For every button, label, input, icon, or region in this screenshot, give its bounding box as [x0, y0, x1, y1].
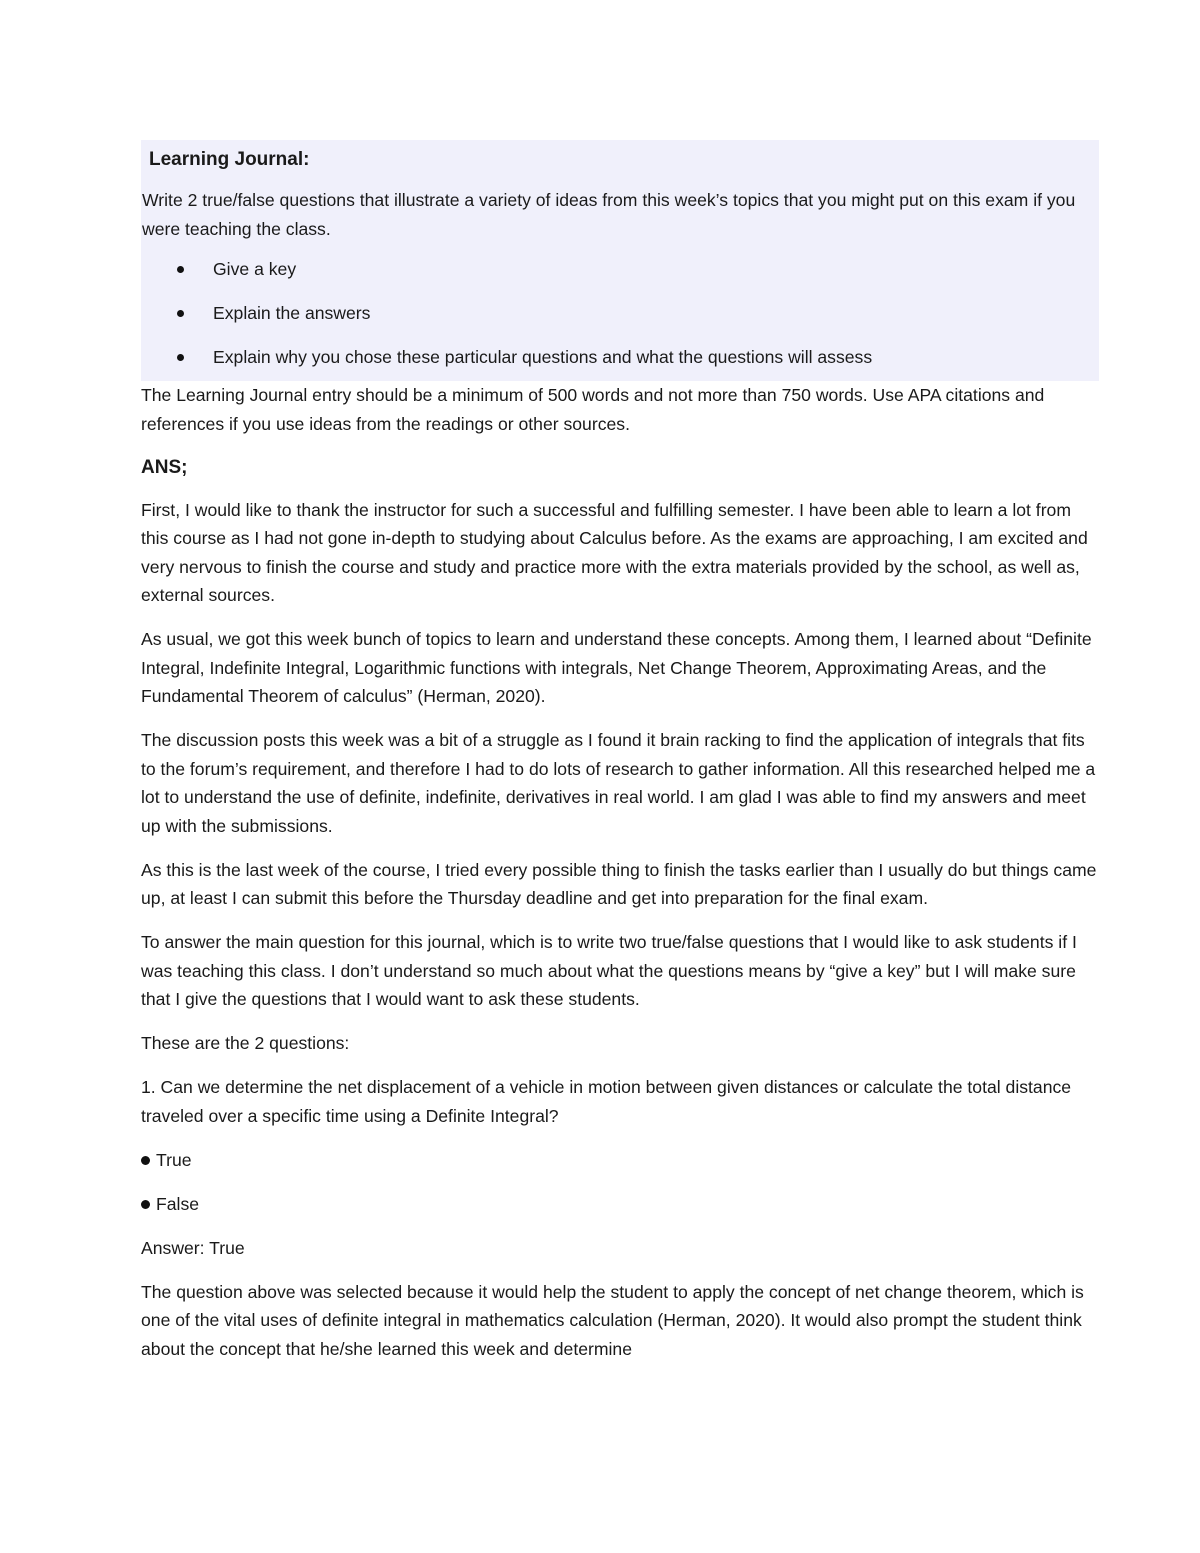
bullet-icon	[177, 310, 184, 317]
list-item-text: Give a key	[213, 259, 297, 279]
list-item	[141, 299, 1099, 327]
option-label: True	[156, 1149, 192, 1170]
list-item-text: Explain the answers	[213, 303, 371, 323]
option-label: False	[156, 1193, 200, 1214]
requirements-paragraph: The Learning Journal entry should be a minimum of 500 words and not more than 750 words. Use APA citations and references if you use ideas from the readings or other sources.	[141, 385, 1045, 434]
option-false	[141, 1190, 1101, 1218]
questions-intro: These are the 2 questions:	[141, 1033, 350, 1053]
question-1-explanation: The question above was selected because it would help the student to apply the concept of net change theorem, which is one of the vital uses of definite integral in mathematics calculation (Herman, 2020). It would also prompt the student think about the concept that he/she learned this week and determine	[141, 1281, 1084, 1359]
prompt-instruction: Write 2 true/false questions that illustrate a variety of ideas from this week’s topics that you might put on this exam if you were teaching the class.	[142, 190, 1076, 239]
prompt-bullet-list	[141, 255, 1099, 371]
prompt-heading: Learning Journal:	[149, 149, 310, 170]
list-item-text: Explain why you chose these particular questions and what the questions will assess	[213, 347, 873, 367]
option-true	[141, 1146, 1101, 1174]
document-page	[141, 140, 1101, 1379]
answer-label: ANS;	[141, 456, 188, 478]
bullet-icon	[141, 1156, 150, 1165]
prompt-box	[141, 140, 1099, 381]
answer-paragraph: As this is the last week of the course, I tried every possible thing to finish the tasks earlier than I usually do but things came up, at least I can submit this before the Thursday deadline and get into preparation for the final exam.	[141, 859, 1097, 908]
bullet-icon	[141, 1200, 150, 1209]
bullet-icon	[177, 354, 184, 361]
bullet-icon	[177, 266, 184, 273]
answer-paragraph: The discussion posts this week was a bit of a struggle as I found it brain racking to find the application of integrals that fits to the forum’s requirement, and therefore I had to do lots of research to gather information. All this researched helped me a lot to understand the use of definite, indefinite, derivatives in real world. I am glad I was able to find my answers and meet up with the submissions.	[141, 730, 1096, 836]
question-1-text: 1. Can we determine the net displacement of a vehicle in motion between given distances or calculate the total distance traveled over a specific time using a Definite Integral?	[141, 1077, 1072, 1126]
question-1-answer: Answer: True	[141, 1237, 245, 1258]
answer-paragraph: To answer the main question for this journal, which is to write two true/false questions that I would like to ask students if I was teaching this class. I don’t understand so much about what the questions means by “give a key” but I will make sure that I give the questions that I would want to ask these students.	[141, 932, 1077, 1009]
answer-paragraph: First, I would like to thank the instructor for such a successful and fulfilling semester. I have been able to learn a lot from this course as I had not gone in-depth to studying about Calculus before. As the exams are approaching, I am excited and very nervous to finish the course and study and practice more with the extra materials provided by the school, as well as, external sources.	[141, 499, 1088, 605]
list-item	[141, 343, 1099, 371]
list-item	[141, 255, 1099, 283]
answer-paragraph: As usual, we got this week bunch of topics to learn and understand these concepts. Among them, I learned about “Definite Integral, Indefinite Integral, Logarithmic functions with integrals, Net Change Theorem, Approximating Areas, and the Fundamental Theorem of calculus” (Herman, 2020).	[141, 629, 1092, 706]
